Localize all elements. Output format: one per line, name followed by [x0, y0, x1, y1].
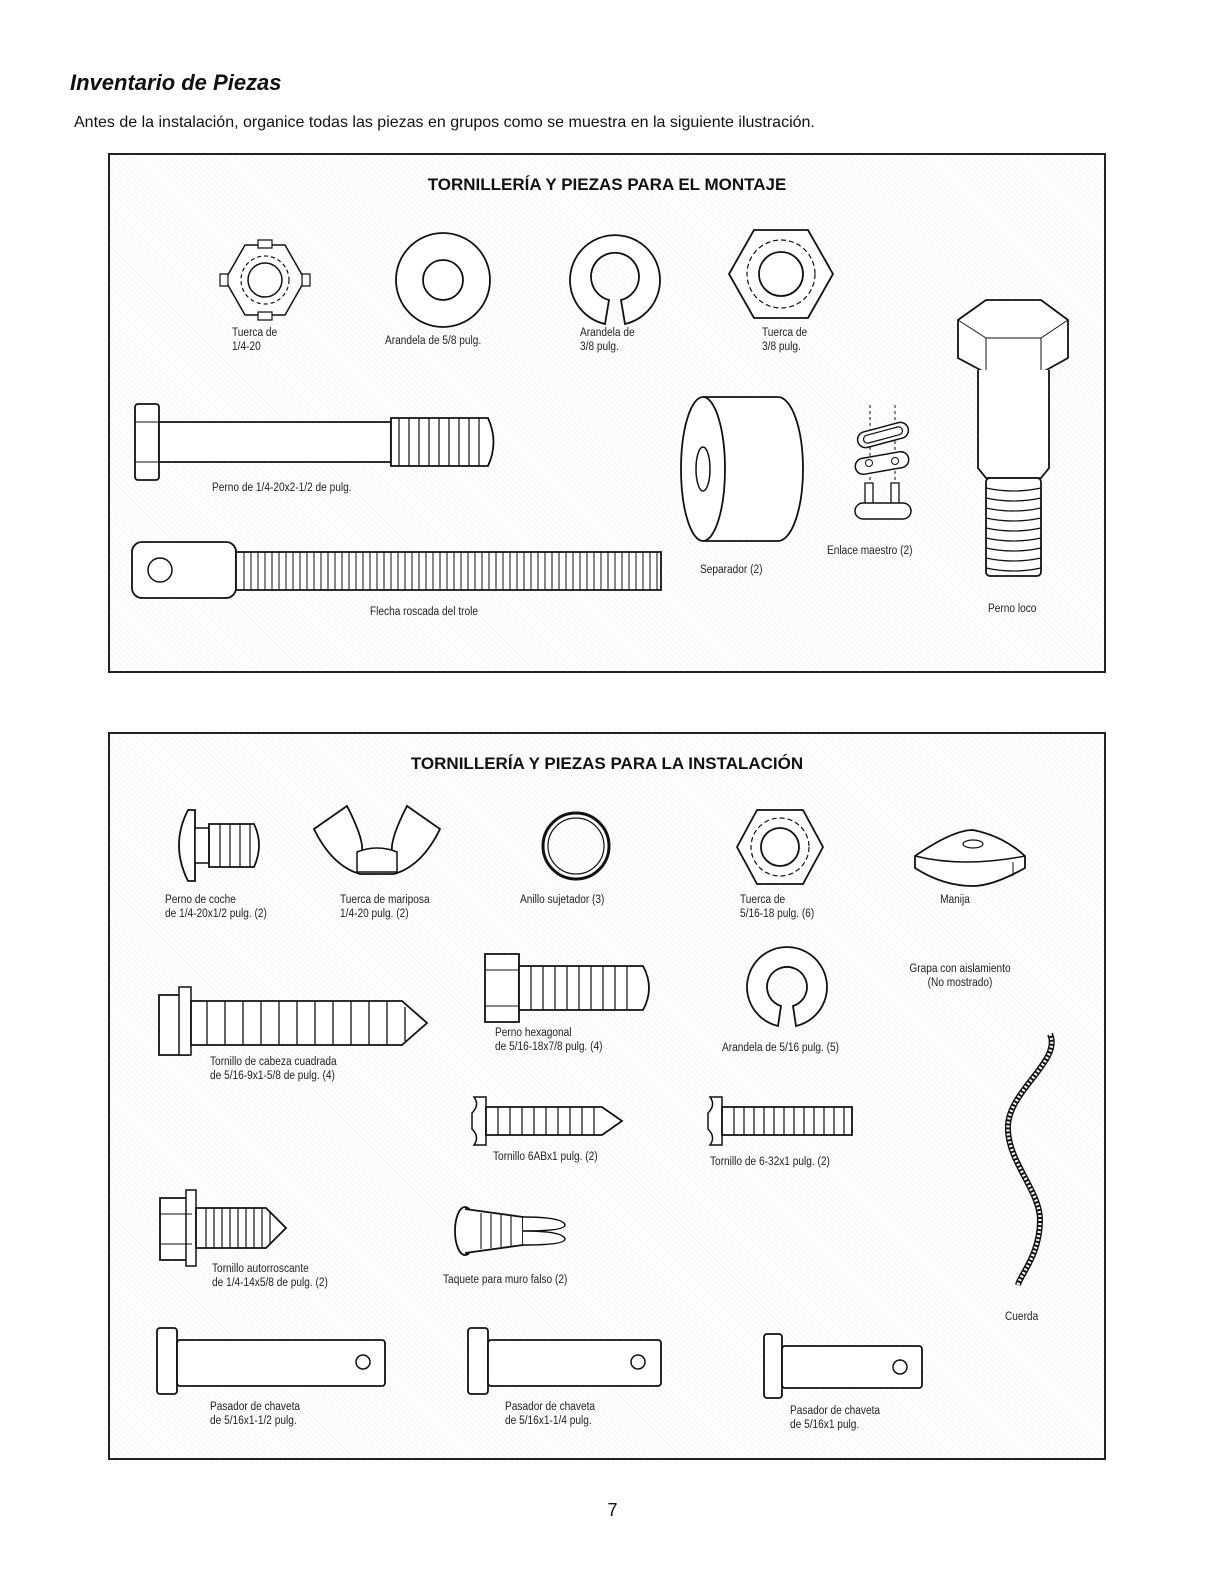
label-enlace: Enlace maestro (2): [827, 545, 913, 557]
label-taquete: Taquete para muro falso (2): [443, 1274, 568, 1286]
spacer-icon: [678, 395, 806, 545]
label-pasador-1: Pasador de chaveta de 5/16x1 pulg.: [790, 1405, 881, 1431]
square-head-screw-icon: [157, 985, 432, 1057]
split-washer-38-icon: [565, 230, 665, 330]
label-anillo: Anillo sujetador (3): [520, 894, 605, 906]
bolt-1420-icon: [133, 400, 503, 485]
clevis-pin-1-icon: [762, 1332, 927, 1400]
handle-icon: [913, 828, 1028, 890]
master-link-icon: [845, 405, 915, 525]
label-cuerda: Cuerda: [1005, 1311, 1039, 1323]
label-pasador-114: Pasador de chaveta de 5/16x1-1/4 pulg.: [505, 1401, 596, 1427]
hex-nut-38-icon: [727, 228, 835, 320]
label-perno-coche: Perno de coche de 1/4-20x1/2 pulg. (2): [165, 894, 267, 920]
label-perno-hex: Perno hexagonal de 5/16-18x7/8 pulg. (4): [495, 1027, 603, 1053]
label-tornillo-auto: Tornillo autorroscante de 1/4-14x5/8 de pulg. (2): [212, 1263, 328, 1289]
label-tornillo-632: Tornillo de 6-32x1 pulg. (2): [710, 1156, 830, 1168]
lock-nut-icon: [220, 240, 310, 320]
hex-bolt-icon: [483, 952, 658, 1024]
label-tuerca-516: Tuerca de 5/16-18 pulg. (6): [740, 894, 815, 920]
carriage-bolt-icon: [168, 808, 268, 883]
label-tuerca-1420: Tuerca de 1/4-20: [232, 327, 278, 353]
label-flecha: Flecha roscada del trole: [370, 606, 479, 618]
idler-bolt-icon: [956, 298, 1071, 583]
label-tornillo-cuadrada: Tornillo de cabeza cuadrada de 5/16-9x1-5/8 de pulg. (4): [210, 1056, 337, 1082]
label-tuerca-mariposa: Tuerca de mariposa 1/4-20 pulg. (2): [340, 894, 430, 920]
drywall-anchor-icon: [453, 1205, 571, 1257]
installation-panel-title: TORNILLERÍA Y PIEZAS PARA LA INSTALACIÓN: [410, 754, 804, 773]
wing-nut-icon: [312, 804, 442, 879]
label-arandela-516: Arandela de 5/16 pulg. (5): [722, 1042, 840, 1054]
retaining-ring-icon: [540, 810, 612, 882]
rope-icon: [1000, 1030, 1065, 1290]
split-washer-516-icon: [744, 944, 830, 1030]
label-perno-loco: Perno loco: [988, 603, 1037, 615]
label-manija: Manija: [940, 894, 970, 906]
label-perno-1420: Perno de 1/4-20x2-1/2 de pulg.: [212, 482, 352, 494]
clevis-pin-114-icon: [466, 1326, 666, 1396]
threaded-shaft-icon: [130, 540, 665, 600]
page-title: Inventario de Piezas: [70, 70, 282, 95]
label-separador: Separador (2): [700, 564, 763, 576]
label-arandela-58: Arandela de 5/8 pulg.: [385, 335, 482, 347]
screw-632-icon: [706, 1095, 856, 1147]
label-grapa: Grapa con aislamiento (No mostrado): [909, 963, 1011, 989]
clevis-pin-112-icon: [155, 1326, 390, 1396]
self-tapping-screw-icon: [158, 1188, 290, 1268]
intro-text: Antes de la instalación, organice todas las piezas en grupos como se muestra en la siguiente ilustración.: [74, 114, 815, 131]
hex-nut-516-icon: [735, 808, 825, 886]
page-number: 7: [607, 1500, 618, 1520]
label-tornillo-6ab: Tornillo 6ABx1 pulg. (2): [493, 1151, 598, 1163]
label-pasador-112: Pasador de chaveta de 5/16x1-1/2 pulg.: [210, 1401, 301, 1427]
screw-6ab-icon: [470, 1095, 625, 1147]
label-tuerca-38: Tuerca de 3/8 pulg.: [762, 327, 808, 353]
mounting-panel-title: TORNILLERÍA Y PIEZAS PARA EL MONTAJE: [427, 175, 787, 194]
washer-58-icon: [393, 230, 493, 330]
label-arandela-38: Arandela de 3/8 pulg.: [580, 327, 635, 353]
